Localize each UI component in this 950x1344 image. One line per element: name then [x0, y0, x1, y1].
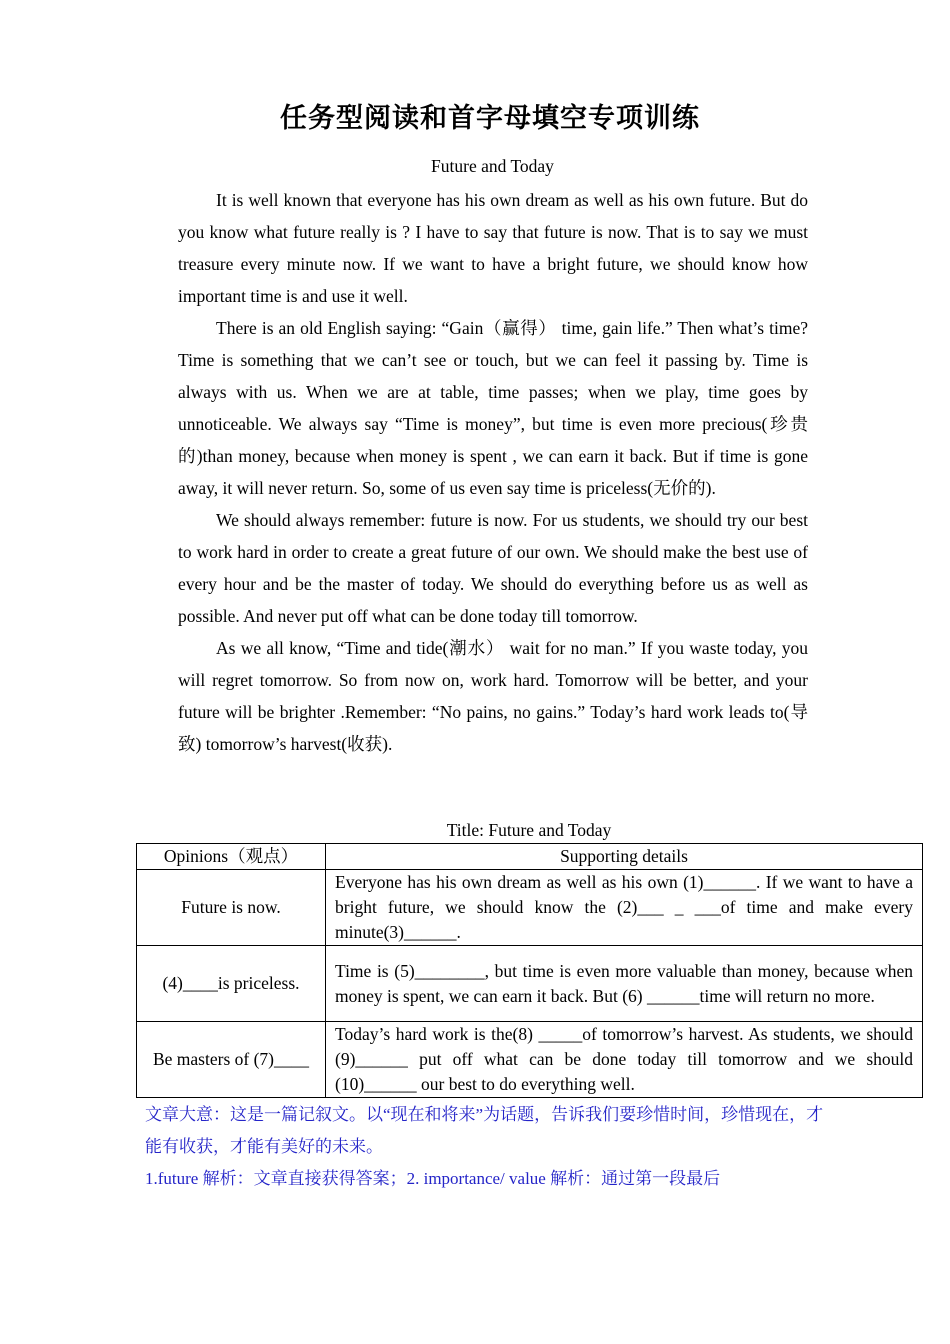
table-row	[137, 946, 923, 1022]
opinion-cell: Future is now.	[137, 870, 326, 946]
table-caption: Title: Future and Today	[446, 820, 612, 840]
answer-summary: 文章大意：这是一篇记叙文。以“现在和将来”为话题，告诉我们要珍惜时间，珍惜现在，才能有收获，才能有美好的未来。	[145, 1105, 824, 1156]
opinion-cell: (4)____is priceless.	[137, 946, 326, 1022]
task-table	[136, 843, 923, 1098]
passage-paragraph: We should always remember: future is now. For us students, we should try our best to work hard in order to create a great future of our own. We should make the best use of every hour and be the master of today. We should do everything before us as well as possible. And never put off what can be done today till tomorrow.	[178, 510, 808, 626]
passage-paragraph: It is well known that everyone has his own dream as well as his own future. But do you know what future really is ? I have to say that future is now. That is to say we must treasure every minute now. If we want to have a bright future, we should know how important time is and use it well.	[178, 190, 808, 306]
answer-section	[145, 1099, 825, 1195]
passage-paragraph: As we all know, “Time and tide(潮水） wait for no man.” If you waste today, you will regret tomorrow. So from now on, work hard. Tomorrow will be better, and your future will be brighter .Remember: “No pains, no gains.” Today’s hard work leads to(导致) tomorrow’s harvest(收获).	[178, 638, 808, 754]
table-row	[137, 1022, 923, 1098]
details-cell: Time is (5)________, but time is even more valuable than money, because when money is spent, we can earn it back. But (6) ______time will return no more.	[326, 946, 923, 1022]
opinion-cell: Be masters of (7)____	[137, 1022, 326, 1098]
passage-paragraph: There is an old English saying: “Gain（赢得） time, gain life.” Then what’s time? Time is something that we can’t see or touch, but we can feel it passing by. Time is always with us. When we are at table, time passes; when we play, time goes by unnoticeable. We always say “Time is money”, but time is even more precious(珍贵的)than money, because when money is spent , we can earn it back. But if time is gone away, it will never return. So, some of us even say time is priceless(无价的).	[178, 318, 808, 498]
header-details: Supporting details	[326, 844, 923, 870]
table-row	[137, 870, 923, 946]
answer-line: 1.future 解析：文章直接获得答案；2. importance/ value 解析：通过第一段最后	[145, 1169, 721, 1188]
passage	[178, 184, 808, 760]
table-header-row	[137, 844, 923, 870]
details-cell: Today’s hard work is the(8) _____of tomorrow’s harvest. As students, we should (9)______ put off what can be done today till tomorrow and we should (10)______ our best to do everything well.	[326, 1022, 923, 1098]
page-title: 任务型阅读和首字母填空专项训练	[280, 103, 700, 134]
details-cell: Everyone has his own dream as well as his own (1)______. If we want to have a bright future, we should know the (2)___ _ ___of time and make every minute(3)______.	[326, 870, 923, 946]
header-opinions: Opinions（观点）	[137, 844, 326, 870]
passage-title: Future and Today	[431, 156, 554, 176]
